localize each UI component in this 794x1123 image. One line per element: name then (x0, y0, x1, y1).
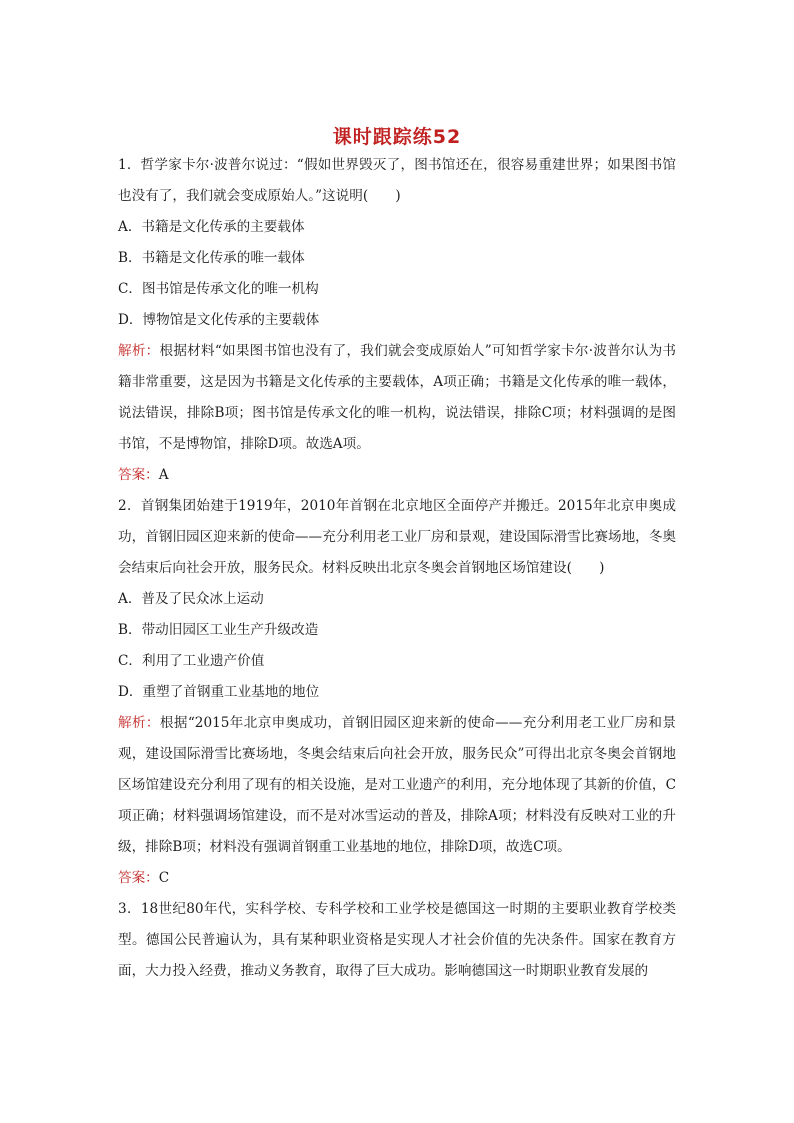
question-1-analysis (118, 336, 676, 460)
question-1-option-a: A．书籍是文化传承的主要载体 (118, 219, 305, 235)
question-2-option-a: A．普及了民众冰上运动 (118, 591, 264, 607)
question-1-option-c: C．图书馆是传承文化的唯一机构 (118, 281, 319, 297)
question-2-stem: 2．首钢集团始建于1919年，2010年首钢在北京地区全面停产并搬迁。2015年北京申奥成功，首钢旧园区迎来新的使命——充分利用老工业厂房和景观，建设国际滑雪比赛场地，冬奥会结束后向社会开放，服务民众。材料反映出北京冬奥会首钢地区场馆建设( ) (118, 498, 676, 576)
analysis-label: 解析： (118, 715, 160, 731)
answer-label: 答案： (118, 467, 159, 483)
question-1-option-b: B．书籍是文化传承的唯一载体 (118, 250, 305, 266)
answer-value: C (158, 870, 170, 886)
question-1-option-d: D．博物馆是文化传承的主要载体 (118, 312, 320, 328)
answer-label: 答案： (118, 870, 159, 886)
analysis-text: 根据材料“如果图书馆也没有了，我们就会变成原始人”可知哲学家卡尔·波普尔认为书籍非常重要，这是因为书籍是文化传承的主要载体，A项正确；书籍是文化传承的唯一载体，说法错误，排除B项；图书馆是传承文化的唯一机构，说法错误，排除C项；材料强调的是图书馆，不是博物馆，排除D项。故选A项。 (118, 343, 677, 452)
page-title: 课时跟踪练52 (332, 126, 462, 148)
answer-value: A (158, 467, 169, 483)
question-2-analysis (118, 708, 676, 863)
question-2-option-c: C．利用了工业遗产价值 (118, 653, 265, 669)
question-2-option-d: D．重塑了首钢重工业基地的地位 (118, 684, 320, 700)
question-2-answer (118, 863, 676, 894)
question-1-stem: 1．哲学家卡尔·波普尔说过：“假如世界毁灭了，图书馆还在，很容易重建世界；如果图书馆也没有了，我们就会变成原始人。”这说明( ) (118, 157, 676, 204)
question-1-answer (118, 460, 676, 491)
analysis-label: 解析： (118, 343, 160, 359)
document-body (118, 150, 676, 987)
analysis-text: 根据“2015年北京申奥成功，首钢旧园区迎来新的使命——充分利用老工业厂房和景观，建设国际滑雪比赛场地，冬奥会结束后向社会开放，服务民众”可得出北京冬奥会首钢地区场馆建设充分利用了现有的相关设施，是对工业遗产的利用，充分地体现了其新的价值，C项正确；材料强调场馆建设，而不是对冰雪运动的普及，排除A项；材料没有反映对工业的升级，排除B项；材料没有强调首钢重工业基地的地位，排除D项，故选C项。 (118, 715, 676, 855)
question-3-stem: 3．18世纪80年代，实科学校、专科学校和工业学校是德国这一时期的主要职业教育学校类型。德国公民普遍认为，具有某种职业资格是实现人才社会价值的先决条件。国家在教育方面，大力投入经费，推动义务教育，取得了巨大成功。影响德国这一时期职业教育发展的 (118, 901, 676, 979)
question-2-option-b: B．带动旧园区工业生产升级改造 (118, 622, 319, 638)
